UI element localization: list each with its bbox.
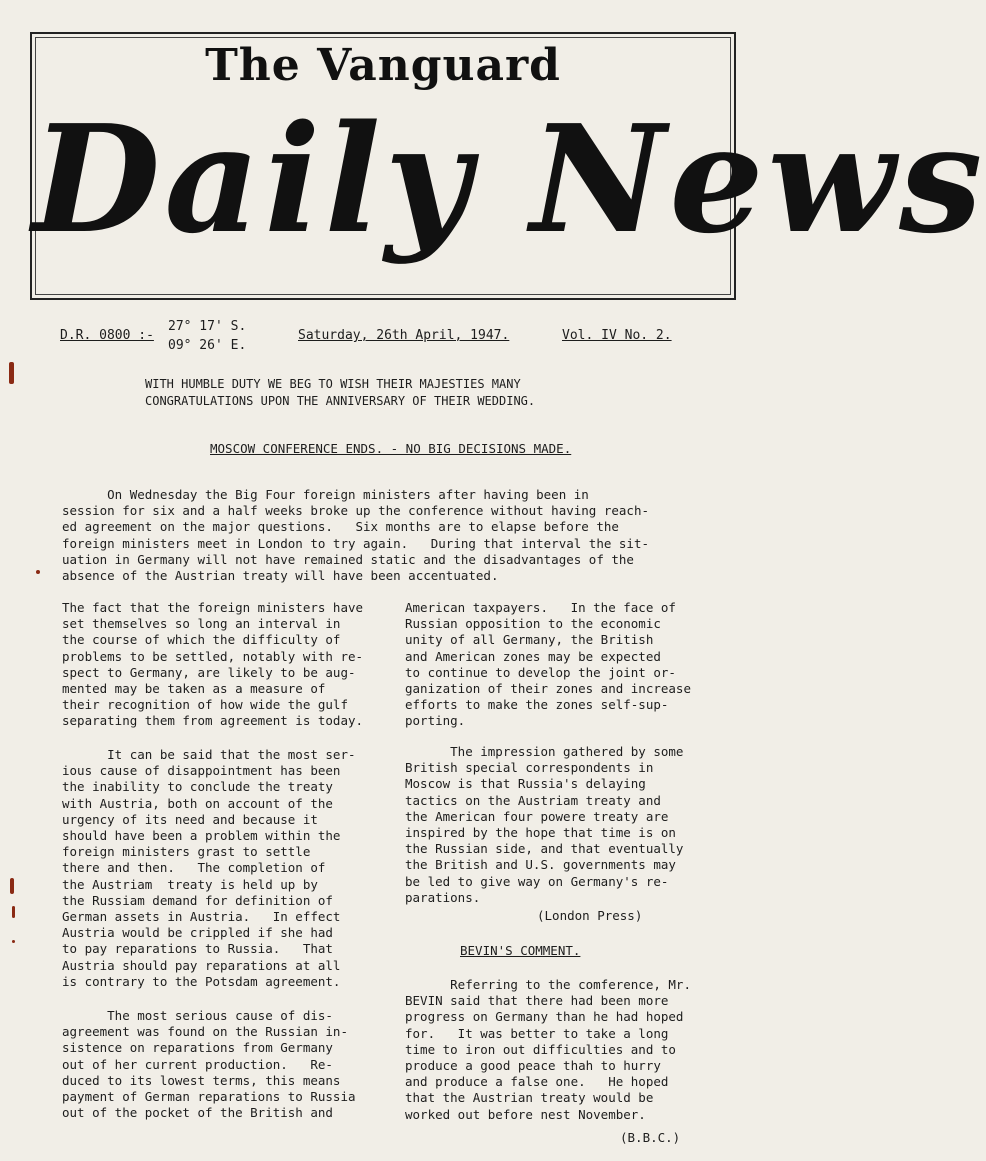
article-heading-bevin: BEVIN'S COMMENT. [460,943,581,958]
paper-stain [10,878,14,894]
royal-anniversary-banner: WITH HUMBLE DUTY WE BEG TO WISH THEIR MAJESTIES MANY CONGRATULATIONS UPON THE ANNIVERSARY OF THEIR WEDDING. [145,377,536,408]
dateline-latitude: 27° 17' S. [168,319,247,334]
dateline-volume: Vol. IV No. 2. [562,328,672,343]
article-intro-paragraph: On Wednesday the Big Four foreign ministers after having been in session for six and a half weeks broke up the conference without having reach- ed agreement on the major questions. Six months are to elapse before the foreign ministers meet in London to try again. During that interval the sit- uation in Germany will not have remained static and the disadvantages of the absence of the Austrian treaty will have been accentuated. [62,487,649,584]
article-heading-moscow: MOSCOW CONFERENCE ENDS. - NO BIG DECISIONS MADE. [210,441,572,456]
source-london-press: (London Press) [537,908,643,923]
masthead-title: Daily News [32,92,986,266]
paper-stain [9,362,14,384]
dateline-longitude: 09° 26' E. [168,338,247,353]
paper-stain [12,906,15,918]
dateline-dr: D.R. 0800 :- [60,328,154,343]
paper-stain [36,570,40,574]
paper-stain [12,940,15,943]
masthead [30,32,986,300]
right-column-paragraph-1: American taxpayers. In the face of Russian opposition to the economic unity of all Germany, the British and American zones may be expected to continue to develop the joint or- ganization of their zones and increase efforts to make the zones self-sup- porting. [405,600,691,729]
masthead-subtitle: The Vanguard [205,40,561,91]
left-column-paragraph-3: The most serious cause of dis- agreement was found on the Russian in- sistence on reparations from Germany out of her current production. Re- duced to its lowest terms, this means payment of German reparations to Russia out of the pocket of the British and [62,1008,356,1121]
left-column-paragraph-2: It can be said that the most ser- ious cause of disappointment has been the inability to conclude the treaty with Austria, both on account of the urgency of its need and because it should have been a problem within the foreign ministers grast to settle there and then. The completion of the Austriam treaty is held up by the Russiam demand for definition of German assets in Austria. In effect Austria would be crippled if she had to pay reparations to Russia. That Austria should pay reparations at all is contrary to the Potsdam agreement. [62,747,356,989]
right-column-paragraph-2: The impression gathered by some British special correspondents in Moscow is that Russia's delaying tactics on the Austriam treaty and the American four powere treaty are inspired by the hope that time is on the Russian side, and that eventually the British and U.S. governments may be led to give way on Germany's re- parations. [405,744,684,905]
bevin-article-body: Referring to the comference, Mr. BEVIN said that there had been more progress on Germany than he had hoped for. It was better to take a long time to iron out difficulties and to produce a good peace thah to hurry and produce a false one. He hoped that the Austrian treaty would be worked out before nest November. [405,977,691,1122]
dateline-coords [168,317,246,355]
source-bbc: (B.B.C.) [620,1130,681,1145]
left-column-paragraph-1: The fact that the foreign ministers have set themselves so long an interval in the course of which the difficulty of problems to be settled, notably with re- spect to Germany, are likely to be aug- mented may be taken as a measure of their recognition of how wide the gulf separating them from agreement is today. [62,600,364,729]
dateline-date: Saturday, 26th April, 1947. [298,328,510,343]
